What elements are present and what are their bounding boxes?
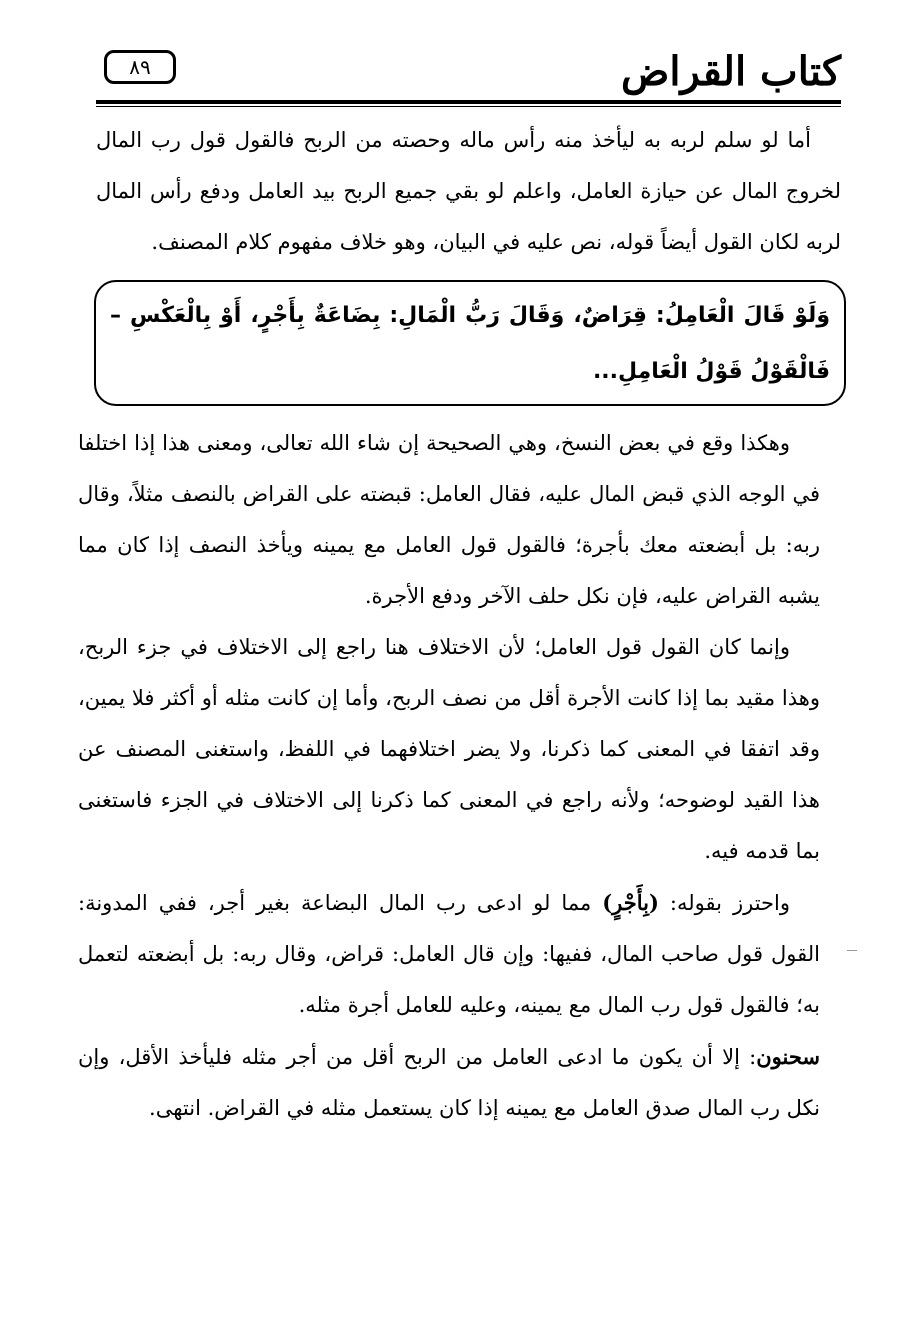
paragraph-4-start: واحترز بقوله: (658, 891, 790, 915)
page-number: ٨٩ (104, 50, 176, 84)
paragraph-2: وهكذا وقع في بعض النسخ، وهي الصحيحة إن شاء الله تعالى، ومعنى هذا إذا اختلفا في الوجه الذي قبض المال عليه، فقال العامل: قبضته على القراض بالنصف مثلاً، وقال ربه: بل أبضعته معك بأجرة؛ فالقول قول العامل مع يمينه ويأخذ النصف إذا كان مما يشبه القراض عليه، فإن نكل حلف الآخر ودفع الأجرة. (78, 431, 820, 608)
paragraph-4-rest: مما لو ادعى رب المال البضاعة بغير أجر، ففي المدونة: القول قول صاحب المال، ففيها: وإن قال العامل: قراض، وقال ربه: بل أبضعته لتعمل به؛ فالقول قول رب المال مع يمينه، وعليه للعامل أجرة مثله. (78, 891, 820, 1017)
chapter-title: كتاب القراض (621, 48, 841, 95)
header-rule (96, 100, 841, 104)
paragraph-5-text: : إلا أن يكون ما ادعى العامل من الربح أقل من أجر مثله فليأخذ الأقل، وإن نكل رب المال صدق العامل مع يمينه إذا كان يستعمل مثله في القراض. انتهى. (78, 1045, 820, 1120)
header-rule-thin (96, 106, 841, 107)
paragraph-4 (78, 877, 820, 1031)
body-text-top (96, 115, 841, 268)
paragraph-3: وإنما كان القول قول العامل؛ لأن الاختلاف هنا راجع إلى الاختلاف في جزء الربح، وهذا مقيد بما إذا كانت الأجرة أقل من نصف الربح، وأما إن كانت مثله أو أكثر فلا يمين، وقد اتفقا في المعنى كما ذكرنا، ولا يضر اختلافهما في اللفظ، واستغنى المصنف عن هذا القيد لوضوحه؛ ولأنه راجع في المعنى كما ذكرنا إلى الاختلاف في الجزء فاستغنى بما قدمه فيه. (78, 635, 820, 863)
paragraph-1: أما لو سلم لربه به ليأخذ منه رأس ماله وحصته من الربح فالقول قول رب المال لخروج المال عن حيازة العامل، واعلم لو بقي جميع الربح بيد العامل ودفع رأس المال لربه لكان القول أيضاً قوله، نص عليه في البيان، وهو خلاف مفهوم كلام المصنف. (96, 128, 841, 254)
matn-text: وَلَوْ قَالَ الْعَامِلُ: قِرَاضٌ، وَقَالَ رَبُّ الْمَالِ: بِضَاعَةٌ بِأَجْرٍ، أَوْ بِالْعَكْسِ – فَالْقَوْلُ قَوْلُ الْعَامِلِ... (110, 303, 830, 384)
margin-mark (847, 950, 857, 951)
cited-scholar: سحنون (756, 1044, 820, 1069)
quoted-term: (بِأَجْرٍ) (602, 890, 659, 915)
body-text-main (78, 418, 820, 1134)
matn-box (94, 280, 846, 406)
paragraph-5 (78, 1031, 820, 1134)
